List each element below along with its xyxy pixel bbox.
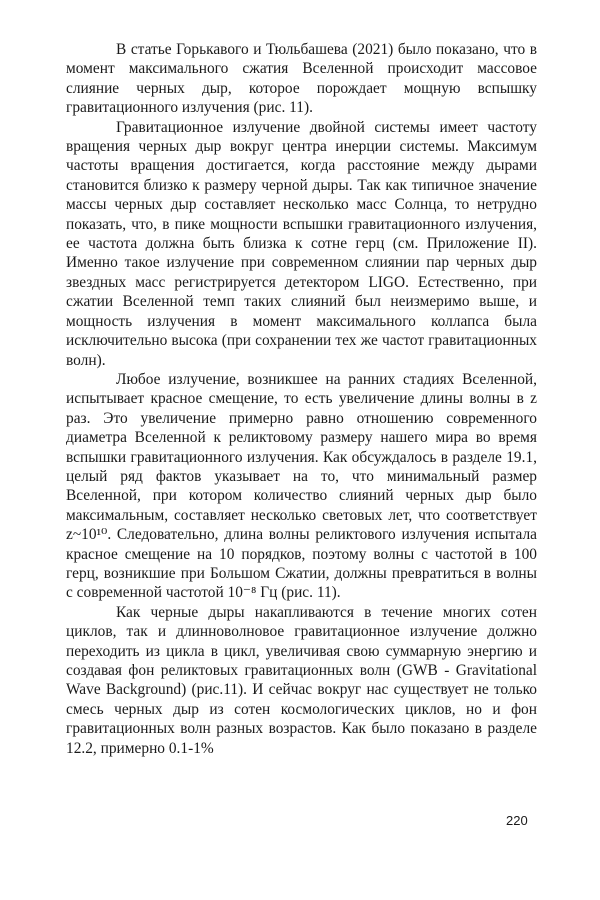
paragraph-redshift: Любое излучение, возникшее на ранних стадиях Вселенной, испытывает красное смещение, то есть увеличение длины волны в z раз. Это увеличение примерно равно отношению современного диаметра Вселенной к реликтовому размеру нашего мира во время вспышки гравитационного излучения. Как обсуждалось в разделе 19.1, целый ряд фактов указывает на то, что минимальный размер Вселенной, при котором количество слияний черных дыр было максимальным, составляет несколько световых лет, что соответствует z~10¹⁰. Следовательно, длина волны реликтового излучения испытала красное смещение на 10 порядков, поэтому волны с частотой в 100 герц, возникшие при Большом Сжатии, должны превратиться в волны с современной частотой 10⁻⁸ Гц (рис. 11). [66,370,537,602]
paragraph-gravitational-wave-background: Как черные дыры накапливаются в течение многих сотен циклов, так и длинноволновое гравитационное излучение должно переходить из цикла в цикл, увеличивая свою суммарную энергию и создавая фон реликтовых гравитационных волн (GWB - Gravitational Wave Background) (рис.11). И сейчас вокруг нас существует не только смесь черных дыр из сотен космологических циклов, но и фон гравитационных волн разных возрастов. Как было показано в разделе 12.2, примерно 0.1-1% [66,603,537,757]
page-body [66,40,537,758]
paragraph-gravitational-radiation-frequency: Гравитационное излучение двойной системы имеет частоту вращения черных дыр вокруг центра инерции системы. Максимум частоты вращения достигается, когда расстояние между дырами становится близко к размеру черной дыры. Так как типичное значение массы черных дыр составляет несколько масс Солнца, то нетрудно показать, что, в пике мощности вспышки гравитационного излучения, ее частота должна быть близка к сотне герц (см. Приложение II). Именно такое излучение при современном слиянии пар черных дыр звездных масс регистрируется детектором LIGO. Естественно, при сжатии Вселенной темп таких слияний был неизмеримо выше, и мощность излучения в момент максимального коллапса была исключительно высока (при сохранении тех же частот гравитационных волн). [66,118,537,369]
paragraph-black-hole-merger: В статье Горькавого и Тюльбашева (2021) было показано, что в момент максимального сжатия Вселенной происходит массовое слияние черных дыр, которое порождает мощную вспышку гравитационного излучения (рис. 11). [66,41,537,117]
page-number: 220 [506,813,528,828]
